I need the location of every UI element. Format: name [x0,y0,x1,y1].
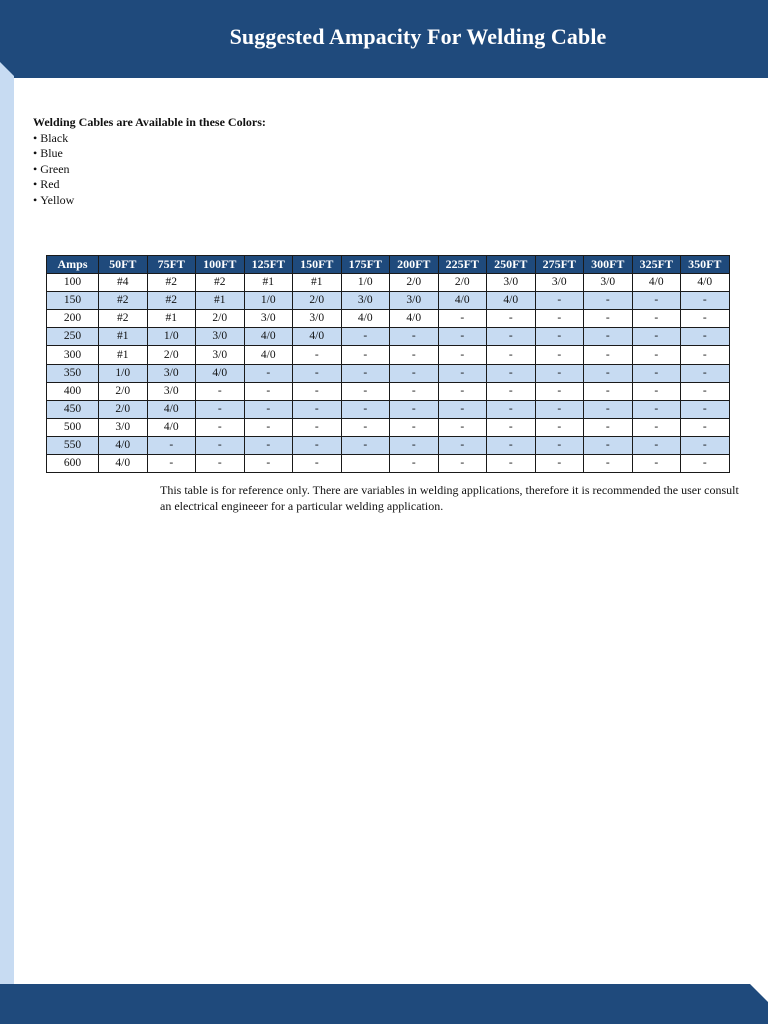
cable-size-cell: - [535,382,584,400]
cable-size-cell: 4/0 [147,400,196,418]
cable-size-cell: - [487,418,536,436]
cable-size-cell: - [390,418,439,436]
amps-cell: 450 [47,400,99,418]
column-header-length: 225FT [438,256,487,274]
cable-size-cell: - [487,364,536,382]
cable-size-cell: - [535,455,584,473]
cable-size-cell: - [293,346,342,364]
cable-size-cell: - [487,436,536,454]
cable-size-cell: - [244,382,293,400]
table-row [47,328,730,346]
column-header-length: 250FT [487,256,536,274]
cable-size-cell: - [681,328,730,346]
cable-size-cell: #2 [99,292,148,310]
cable-size-cell: - [584,292,633,310]
cable-size-cell: - [438,436,487,454]
cable-size-cell: 3/0 [535,274,584,292]
amps-cell: 100 [47,274,99,292]
header-bar [0,0,768,78]
cable-size-cell: #1 [196,292,245,310]
table-row [47,436,730,454]
cable-size-cell: - [535,346,584,364]
cable-size-cell: - [244,455,293,473]
column-header-length: 325FT [632,256,681,274]
cable-size-cell: #2 [147,292,196,310]
cable-size-cell: - [681,436,730,454]
cable-size-cell: - [147,455,196,473]
color-item: • Black [33,131,266,147]
color-item: • Yellow [33,193,266,209]
cable-size-cell: 4/0 [681,274,730,292]
table-row [47,418,730,436]
table-row [47,400,730,418]
ampacity-table-container [46,255,729,473]
cable-size-cell: - [196,455,245,473]
cable-size-cell: - [244,400,293,418]
color-item: • Green [33,162,266,178]
cable-size-cell: - [438,418,487,436]
cable-size-cell: - [535,364,584,382]
cable-size-cell: - [196,418,245,436]
cable-size-cell: - [584,436,633,454]
cable-size-cell: - [341,436,390,454]
cable-size-cell: 4/0 [293,328,342,346]
cable-size-cell: 4/0 [244,346,293,364]
cable-size-cell: 3/0 [196,346,245,364]
cable-size-cell: - [584,382,633,400]
cable-size-cell: 3/0 [244,310,293,328]
cable-size-cell: - [584,418,633,436]
color-item: • Blue [33,146,266,162]
table-row [47,274,730,292]
cable-size-cell: - [341,418,390,436]
cable-size-cell: - [535,310,584,328]
cable-size-cell: 4/0 [244,328,293,346]
cable-size-cell: 4/0 [390,310,439,328]
cable-size-cell: - [438,382,487,400]
table-row [47,455,730,473]
cable-size-cell: - [390,455,439,473]
cable-size-cell: - [438,400,487,418]
cable-size-cell: - [487,346,536,364]
cable-size-cell: - [535,418,584,436]
color-item: • Red [33,177,266,193]
cable-size-cell: 1/0 [99,364,148,382]
cable-size-cell: - [681,418,730,436]
cable-size-cell: 4/0 [341,310,390,328]
cable-size-cell: - [438,328,487,346]
cable-size-cell: - [632,310,681,328]
column-header-length: 50FT [99,256,148,274]
cable-size-cell: - [681,400,730,418]
cable-size-cell: 2/0 [390,274,439,292]
cable-size-cell: - [584,310,633,328]
cable-size-cell: - [390,382,439,400]
colors-section [33,115,266,208]
reference-note: This table is for reference only. There are variables in welding applications, therefore it is recommended the user consult an electrical engineeer for a particular welding application. [160,483,739,513]
cable-size-cell: - [632,292,681,310]
cable-size-cell: 2/0 [293,292,342,310]
cable-size-cell: - [632,436,681,454]
cable-size-cell: - [147,436,196,454]
cable-size-cell: - [632,400,681,418]
cable-size-cell: - [584,328,633,346]
cable-size-cell: - [341,400,390,418]
amps-cell: 350 [47,364,99,382]
cable-size-cell: 3/0 [584,274,633,292]
cable-size-cell: - [293,400,342,418]
cable-size-cell: - [535,400,584,418]
cable-size-cell: 4/0 [99,455,148,473]
cable-size-cell: 3/0 [293,310,342,328]
amps-cell: 300 [47,346,99,364]
amps-cell: 600 [47,455,99,473]
cable-size-cell: 2/0 [147,346,196,364]
cable-size-cell: - [487,328,536,346]
cable-size-cell: 4/0 [147,418,196,436]
color-list [33,131,266,209]
cable-size-cell: - [487,455,536,473]
cable-size-cell: - [584,455,633,473]
cable-size-cell: #2 [196,274,245,292]
cable-size-cell: 3/0 [390,292,439,310]
table-row [47,292,730,310]
cable-size-cell: #1 [99,346,148,364]
amps-cell: 400 [47,382,99,400]
cable-size-cell: - [196,400,245,418]
cable-size-cell: - [293,364,342,382]
cable-size-cell: #1 [244,274,293,292]
cable-size-cell: 4/0 [487,292,536,310]
column-header-length: 300FT [584,256,633,274]
cable-size-cell: - [293,436,342,454]
cable-size-cell: - [390,364,439,382]
column-header-length: 100FT [196,256,245,274]
cable-size-cell: - [438,346,487,364]
cable-size-cell: - [535,328,584,346]
amps-cell: 200 [47,310,99,328]
column-header-length: 125FT [244,256,293,274]
cable-size-cell: - [438,455,487,473]
table-header-row [47,256,730,274]
footer-bar [0,984,768,1024]
table-row [47,364,730,382]
cable-size-cell: - [390,328,439,346]
column-header-length: 150FT [293,256,342,274]
cable-size-cell: - [632,418,681,436]
cable-size-cell: - [584,400,633,418]
cable-size-cell: 2/0 [438,274,487,292]
cable-size-cell: 1/0 [244,292,293,310]
cable-size-cell: - [487,400,536,418]
cable-size-cell [341,455,390,473]
cable-size-cell: #2 [99,310,148,328]
cable-size-cell: #4 [99,274,148,292]
cable-size-cell: - [341,364,390,382]
column-header-length: 75FT [147,256,196,274]
cable-size-cell: - [584,346,633,364]
table-row [47,310,730,328]
cable-size-cell: - [244,436,293,454]
amps-cell: 500 [47,418,99,436]
cable-size-cell: - [487,310,536,328]
cable-size-cell: - [487,382,536,400]
cable-size-cell: - [681,455,730,473]
cable-size-cell: - [244,364,293,382]
cable-size-cell: - [390,346,439,364]
cable-size-cell: 4/0 [632,274,681,292]
cable-size-cell: - [681,364,730,382]
cable-size-cell: - [681,292,730,310]
cable-size-cell: - [681,382,730,400]
cable-size-cell: #1 [147,310,196,328]
cable-size-cell: 3/0 [147,364,196,382]
cable-size-cell: - [535,292,584,310]
cable-size-cell: 4/0 [438,292,487,310]
amps-cell: 150 [47,292,99,310]
cable-size-cell: - [438,364,487,382]
cable-size-cell: 3/0 [196,328,245,346]
cable-size-cell: #2 [147,274,196,292]
cable-size-cell: #1 [99,328,148,346]
cable-size-cell: - [293,382,342,400]
cable-size-cell: - [196,436,245,454]
cable-size-cell: 3/0 [147,382,196,400]
cable-size-cell: - [681,346,730,364]
amps-cell: 550 [47,436,99,454]
column-header-length: 175FT [341,256,390,274]
side-accent-bar [0,62,14,984]
table-row [47,346,730,364]
cable-size-cell: 2/0 [99,382,148,400]
cable-size-cell: - [632,328,681,346]
cable-size-cell: - [341,346,390,364]
cable-size-cell: - [632,346,681,364]
cable-size-cell: - [632,382,681,400]
cable-size-cell: #1 [293,274,342,292]
cable-size-cell: - [438,310,487,328]
cable-size-cell: 3/0 [341,292,390,310]
ampacity-table [46,255,730,473]
cable-size-cell: 2/0 [196,310,245,328]
cable-size-cell: - [632,364,681,382]
column-header-length: 350FT [681,256,730,274]
cable-size-cell: - [632,455,681,473]
cable-size-cell: - [390,400,439,418]
cable-size-cell: - [293,455,342,473]
column-header-amps: Amps [47,256,99,274]
table-row [47,382,730,400]
cable-size-cell: 3/0 [487,274,536,292]
cable-size-cell: - [293,418,342,436]
cable-size-cell: 1/0 [341,274,390,292]
cable-size-cell: - [196,382,245,400]
cable-size-cell: 2/0 [99,400,148,418]
page-title: Suggested Ampacity For Welding Cable [229,24,607,49]
colors-heading: Welding Cables are Available in these Colors: [33,115,266,129]
cable-size-cell: 1/0 [147,328,196,346]
cable-size-cell: - [535,436,584,454]
cable-size-cell: - [244,418,293,436]
amps-cell: 250 [47,328,99,346]
cable-size-cell: 4/0 [196,364,245,382]
cable-size-cell: - [681,310,730,328]
cable-size-cell: 3/0 [99,418,148,436]
column-header-length: 275FT [535,256,584,274]
cable-size-cell: - [584,364,633,382]
column-header-length: 200FT [390,256,439,274]
table-body [47,274,730,473]
cable-size-cell: 4/0 [99,436,148,454]
cable-size-cell: - [390,436,439,454]
cable-size-cell: - [341,382,390,400]
cable-size-cell: - [341,328,390,346]
